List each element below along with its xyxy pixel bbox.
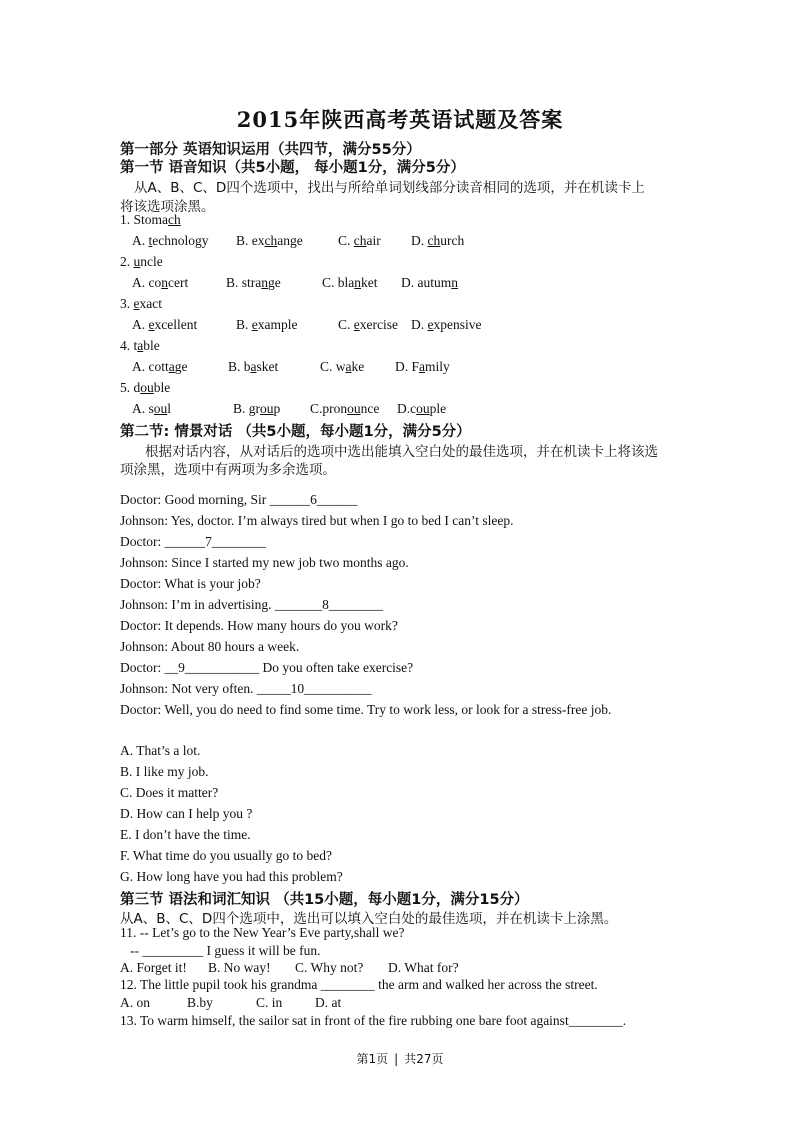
option-part: a <box>345 359 352 374</box>
option-part: xcellent <box>154 317 198 332</box>
phonetic-option[interactable] <box>411 317 482 333</box>
dialog-line: Doctor: It depends. How many hours do you work? <box>120 618 398 633</box>
option-part: n <box>451 275 458 290</box>
option-part: A. <box>132 317 149 332</box>
phonetic-option[interactable] <box>236 317 298 333</box>
question-11-reply: -- _________ I guess it will be fun. <box>130 943 321 958</box>
option-part: C. <box>338 233 354 248</box>
dialog-line: Doctor: __9___________ Do you often take exercise? <box>120 660 414 675</box>
phonetic-option[interactable] <box>411 233 464 249</box>
question-stem-part: ncle <box>140 254 163 269</box>
answer-option[interactable]: A. Forget it! <box>120 960 187 975</box>
section2-heading: 第二节: 情景对话 （共5小题，每小题1分，满分5分） <box>120 424 471 440</box>
option-part: C. w <box>320 359 346 374</box>
option-part: l <box>167 401 172 416</box>
phonetic-option[interactable] <box>236 233 303 249</box>
option-part: n <box>354 275 361 290</box>
answer-option[interactable]: C. Why not? <box>295 960 364 975</box>
answer-option[interactable]: C. in <box>256 995 283 1010</box>
option-part: B. gr <box>233 401 260 416</box>
option-part: ket <box>361 275 378 290</box>
dialog-line: Johnson: I’m in advertising. _______8________ <box>120 597 383 612</box>
dialog-line: Doctor: ______7________ <box>120 534 266 549</box>
page-footer <box>0 1050 800 1067</box>
question-stem-part: ble <box>153 380 171 395</box>
dialog-line: Doctor: Good morning, Sir ______6______ <box>120 492 358 507</box>
option-part: n <box>161 275 168 290</box>
dialog-choice[interactable]: G. How long have you had this problem? <box>120 869 343 884</box>
option-part: A. s <box>132 401 154 416</box>
dialog-choice[interactable]: D. How can I help you ? <box>120 806 253 821</box>
answer-option[interactable]: D. What for? <box>388 960 459 975</box>
phonetic-option[interactable] <box>401 275 458 291</box>
option-part: xample <box>257 317 298 332</box>
phonetic-option[interactable] <box>397 401 446 417</box>
section1-instruction-line1: 从A、B、C、D四个选项中，找出与所给单词划线部分读音相同的选项，并在机读卡上 <box>134 180 645 196</box>
option-part: ou <box>416 401 430 416</box>
dialog-choice[interactable]: E. I don’t have the time. <box>120 827 251 842</box>
dialog-line: Doctor: What is your job? <box>120 576 261 591</box>
phonetic-question-4 <box>120 338 160 354</box>
phonetic-option[interactable] <box>132 401 171 417</box>
option-part: p <box>273 401 281 416</box>
phonetic-option[interactable] <box>132 359 188 375</box>
question-stem-part: ble <box>143 338 160 353</box>
question-stem-part: 3. <box>120 296 134 311</box>
option-part: e <box>148 317 155 332</box>
option-part: A. cott <box>132 359 169 374</box>
question-stem-part: 2. <box>120 254 134 269</box>
option-part: xpensive <box>433 317 482 332</box>
option-part: mily <box>425 359 450 374</box>
option-part: B. <box>236 317 252 332</box>
section3-instruction: 从A、B、C、D四个选项中，选出可以填入空白处的最佳选项，并在机读卡上涂黑。 <box>120 911 618 927</box>
option-part: a <box>419 359 426 374</box>
page-total: 共27页 <box>404 1052 444 1066</box>
option-part: nce <box>360 401 380 416</box>
dialog-line: Doctor: Well, you do need to find some time. Try to work less, or look for a stress-free job. <box>120 702 612 717</box>
option-part: e <box>251 317 258 332</box>
dialog-line: Johnson: Since I started my new job two months ago. <box>120 555 409 570</box>
section3-heading: 第三节 语法和词汇知识 （共15小题，每小题1分，满分15分） <box>120 892 529 908</box>
option-part: ou <box>260 401 274 416</box>
option-part: A. <box>132 233 149 248</box>
phonetic-question-2 <box>120 254 163 270</box>
answer-option[interactable]: D. at <box>315 995 342 1010</box>
question-stem-part: ou <box>140 380 154 395</box>
question-12: 12. The little pupil took his grandma ________ the arm and walked her across the street. <box>120 977 598 992</box>
option-part: B. ex <box>236 233 265 248</box>
option-part: xercise <box>359 317 398 332</box>
footer-separator: | <box>394 1052 399 1066</box>
option-part: t <box>148 233 153 248</box>
option-part: B. b <box>228 359 251 374</box>
phonetic-option[interactable] <box>132 317 197 333</box>
option-part: n <box>261 275 268 290</box>
option-part: D.c <box>397 401 417 416</box>
question-stem-part: ch <box>168 212 181 227</box>
option-part: D. <box>411 317 428 332</box>
option-part: ge <box>174 359 188 374</box>
question-stem-part: e <box>133 296 140 311</box>
phonetic-option[interactable] <box>132 275 188 291</box>
option-part: e <box>353 317 360 332</box>
option-part: cert <box>168 275 189 290</box>
dialog-choice[interactable]: B. I like my job. <box>120 764 209 779</box>
option-part: A. co <box>132 275 162 290</box>
phonetic-option[interactable] <box>338 233 381 249</box>
question-stem-part: 1. Stoma <box>120 212 169 227</box>
section2-instruction-line1: 根据对话内容，从对话后的选项中选出能填入空白处的最佳选项，并在机读卡上将该选 <box>145 444 658 460</box>
option-part: B. stra <box>226 275 262 290</box>
phonetic-option[interactable] <box>322 275 378 291</box>
answer-option[interactable]: B.by <box>187 995 213 1010</box>
option-part: ch <box>264 233 278 248</box>
page-title: 2015年陕西高考英语试题及答案 <box>236 107 564 132</box>
question-13: 13. To warm himself, the sailor sat in front of the fire rubbing one bare foot against________. <box>120 1013 627 1028</box>
option-part: a <box>168 359 175 374</box>
dialog-choice[interactable]: A. That’s a lot. <box>120 743 201 758</box>
phonetic-question-5 <box>120 380 170 396</box>
option-part: ple <box>429 401 447 416</box>
option-part: D. <box>411 233 428 248</box>
dialog-line: Johnson: Yes, doctor. I’m always tired but when I go to bed I can’t sleep. <box>120 513 514 528</box>
dialog-line: Johnson: About 80 hours a week. <box>120 639 300 654</box>
option-part: a <box>250 359 257 374</box>
question-stem-part: xact <box>139 296 162 311</box>
answer-option[interactable]: A. on <box>120 995 150 1010</box>
option-part: C. <box>338 317 354 332</box>
section2-instruction-line2: 项涂黑，选项中有两项为多余选项。 <box>120 462 336 478</box>
section1-instruction-line2: 将该选项涂黑。 <box>120 199 215 215</box>
option-part: ch <box>427 233 441 248</box>
question-stem-part: a <box>137 338 144 353</box>
part1-heading: 第一部分 英语知识运用（共四节，满分55分） <box>120 142 421 158</box>
option-part: C.pron <box>310 401 348 416</box>
phonetic-option[interactable] <box>233 401 280 417</box>
phonetic-question-1 <box>120 212 181 228</box>
option-part: ou <box>153 401 168 416</box>
phonetic-option[interactable] <box>132 233 209 249</box>
option-part: air <box>366 233 381 248</box>
dialog-line: Johnson: Not very often. _____10__________ <box>120 681 372 696</box>
option-part: ge <box>268 275 281 290</box>
phonetic-option[interactable] <box>320 359 364 375</box>
option-part: C. bla <box>322 275 355 290</box>
phonetic-option[interactable] <box>338 317 398 333</box>
question-stem-part: 5. d <box>120 380 141 395</box>
option-part: ange <box>277 233 303 248</box>
phonetic-option[interactable] <box>395 359 450 375</box>
dialog-choice[interactable]: F. What time do you usually go to bed? <box>120 848 333 863</box>
phonetic-option[interactable] <box>228 359 278 375</box>
section1-heading: 第一节 语音知识（共5小题， 每小题1分，满分5分） <box>120 160 465 176</box>
dialog-choice[interactable]: C. Does it matter? <box>120 785 219 800</box>
question-stem-part: 4. t <box>120 338 138 353</box>
option-part: ou <box>347 401 361 416</box>
phonetic-option[interactable] <box>310 401 379 417</box>
option-part: ke <box>351 359 365 374</box>
option-part: sket <box>256 359 279 374</box>
option-part: echnology <box>152 233 209 248</box>
answer-option[interactable]: B. No way! <box>208 960 271 975</box>
question-11: 11. -- Let’s go to the New Year’s Eve party,shall we? <box>120 925 405 940</box>
option-part: D. autum <box>401 275 452 290</box>
phonetic-option[interactable] <box>226 275 281 291</box>
option-part: ch <box>353 233 367 248</box>
option-part: D. F <box>395 359 420 374</box>
question-stem-part: u <box>133 254 141 269</box>
option-part: e <box>427 317 434 332</box>
page-number: 第1页 <box>356 1052 389 1066</box>
phonetic-question-3 <box>120 296 162 312</box>
option-part: urch <box>440 233 465 248</box>
